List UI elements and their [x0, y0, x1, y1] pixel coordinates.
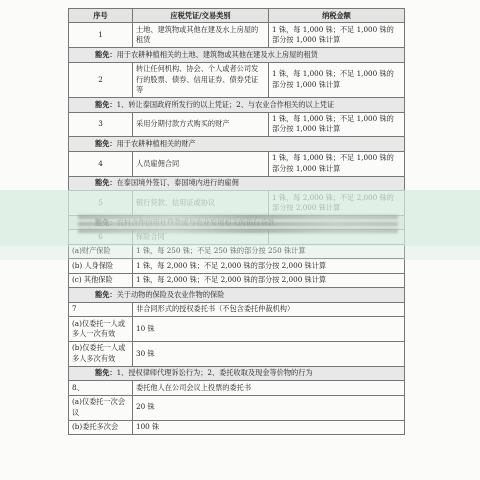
- exemption-label: 豁免: [95, 99, 110, 109]
- cell-amount: 100 铢: [133, 420, 405, 434]
- cell-tax-amount: 1 铢，每 1,000 铢；不足 1,000 铢的部分按 1,000 铢计算: [269, 23, 405, 48]
- cell-amount: 30 铢: [133, 341, 405, 366]
- table-row: [69, 317, 405, 342]
- exemption-body: 在泰国境外签订、泰国境内进行的雇佣: [116, 178, 239, 188]
- header-tax-amount: 纳税金额: [269, 9, 405, 23]
- cell-number: (a)财产保险: [69, 244, 133, 258]
- exemption-text: [69, 98, 405, 112]
- cell-number: 4: [69, 151, 133, 176]
- cell-number: (b)仅委托一人或多人多次有效: [69, 341, 133, 366]
- cell-category: 采用分期付款方式购买的财产: [133, 112, 269, 137]
- cell-number: 3: [69, 112, 133, 137]
- cell-category: 土地、建筑物或其他在建及水上房屋的租赁: [133, 23, 269, 48]
- header-category: 应税凭证/交易类别: [133, 9, 269, 23]
- exemption-text: [69, 48, 405, 62]
- exemption-body: 用于农耕种植相关的土地、建筑物或其他在建及水上房屋的租赁: [116, 49, 318, 59]
- table-row: [69, 381, 405, 395]
- table-row: [69, 273, 405, 287]
- exemption-separator: ：: [109, 49, 117, 59]
- exemption-row: [69, 288, 405, 302]
- exemption-body: 关于动物的保险及农业作物的保险: [116, 289, 225, 299]
- cell-tax-amount: 1 铢，每 1,000 铢；不足 1,000 铢的部分按 1,000 铢计算: [269, 112, 405, 137]
- exemption-body: 1、授权律师代理诉讼行为；2、委托收取及现金等价物的行为: [116, 368, 313, 378]
- table-row: [69, 112, 405, 137]
- header-number: 序号: [69, 9, 133, 23]
- cell-category: 人员雇佣合同: [133, 151, 269, 176]
- cell-number: (b) 人身保险: [69, 259, 133, 273]
- cell-number: 7: [69, 302, 133, 316]
- cell-number: (a)仅委托一人或多人一次有效: [69, 317, 133, 342]
- exemption-label: 豁免: [95, 368, 110, 378]
- exemption-row: [69, 48, 405, 62]
- cell-amount: 委托他人在公司会议上投票的委托书: [133, 381, 405, 395]
- exemption-body: 1、转让泰国政府所发行的以上凭证；2、与农业合作相关的以上凭证: [116, 99, 335, 109]
- exemption-label: 豁免: [95, 178, 110, 188]
- table-row: [69, 302, 405, 316]
- cell-number: 1: [69, 23, 133, 48]
- cell-amount: 10 铢: [133, 317, 405, 342]
- exemption-separator: ：: [109, 289, 117, 299]
- exemption-row: [69, 98, 405, 112]
- table-row: [69, 341, 405, 366]
- exemption-row: [69, 137, 405, 151]
- cell-tax-amount: 1 铢，每 1,000 铢；不足 1,000 铢的部分按 1,000 铢计算: [269, 62, 405, 97]
- table-row: [69, 151, 405, 176]
- cell-tax-amount: 1 铢，每 1,000 铢；不足 1,000 铢的部分按 1,000 铢计算: [269, 151, 405, 176]
- exemption-label: 豁免: [95, 138, 110, 148]
- table-row: [69, 259, 405, 273]
- blurred-text-overlay: [78, 212, 398, 236]
- exemption-row: [69, 176, 405, 190]
- cell-number: 2: [69, 62, 133, 97]
- exemption-label: 豁免: [95, 289, 110, 299]
- table-header-row: [69, 9, 405, 23]
- cell-number: (a)仅委托一次会议: [69, 395, 133, 420]
- table-row: [69, 62, 405, 97]
- cell-amount: 20 铢: [133, 395, 405, 420]
- exemption-separator: ：: [109, 99, 117, 109]
- exemption-row: [69, 366, 405, 380]
- cell-number: (c) 其他保险: [69, 273, 133, 287]
- exemption-separator: ：: [109, 138, 117, 148]
- exemption-separator: ：: [109, 368, 117, 378]
- exemption-label: 豁免: [95, 49, 110, 59]
- cell-number: 8、: [69, 381, 133, 395]
- exemption-text: [69, 137, 405, 151]
- exemption-text: [69, 366, 405, 380]
- table-row: [69, 420, 405, 434]
- cell-category: 转让任何机构、协会、个人或者公司发行的股票、债券、信用证券、债券凭证等: [133, 62, 269, 97]
- overlay-band-lower: [0, 246, 480, 260]
- cell-amount: 1 铢，每 2,000 铢；不足 2,000 铢的部分按 2,000 铢计算: [133, 259, 405, 273]
- cell-amount: 1 铢，每 2,000 铢；不足 2,000 铢的部分按 2,000 铢计算: [133, 273, 405, 287]
- exemption-separator: ：: [109, 178, 117, 188]
- exemption-body: 用于农耕种植相关的财产: [116, 138, 196, 148]
- table-row: [69, 395, 405, 420]
- cell-number: (b)委托多次会: [69, 420, 133, 434]
- table-row: [69, 23, 405, 48]
- exemption-text: [69, 176, 405, 190]
- cell-amount: 非合同形式的授权委托书（不包含委托仲裁机构）: [133, 302, 405, 316]
- cell-amount: 1 铢，每 250 铢；不足 250 铢的部分按 250 铢计算: [133, 244, 405, 258]
- exemption-text: [69, 288, 405, 302]
